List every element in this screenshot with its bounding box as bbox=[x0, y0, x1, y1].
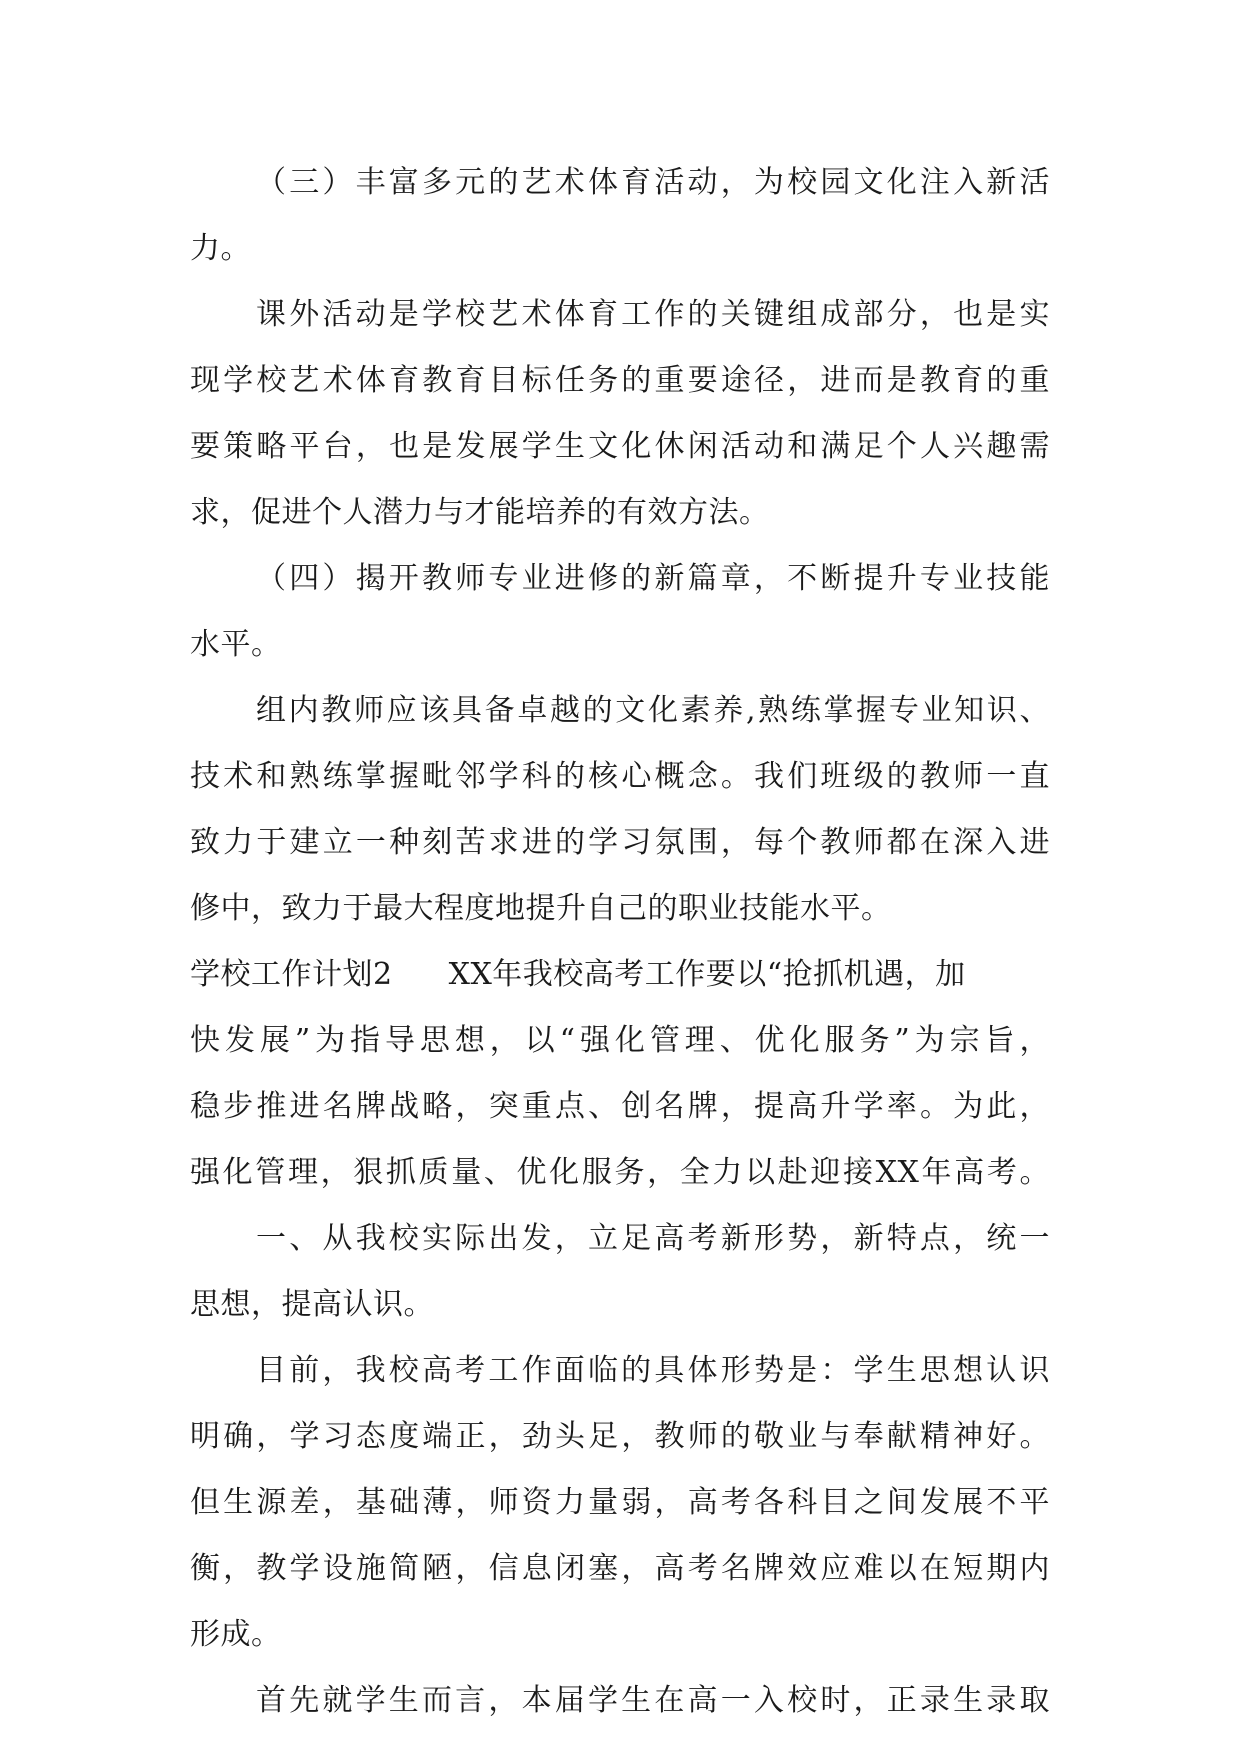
heading-section-4: （四）揭开教师专业进修的新篇章，不断提升专业技能 bbox=[256, 561, 1050, 596]
plan-title-line bbox=[190, 942, 1050, 1008]
text-line: 水平。 bbox=[190, 627, 282, 662]
text-line: 技术和熟练掌握毗邻学科的核心概念。我们班级的教师一直 bbox=[190, 759, 1050, 794]
text-line: 思想，提高认识。 bbox=[190, 1287, 434, 1322]
text-line: 要策略平台，也是发展学生文化休闲活动和满足个人兴趣需 bbox=[190, 429, 1050, 464]
heading-section-1: 一、从我校实际出发，立足高考新形势，新特点，统一 bbox=[256, 1221, 1050, 1256]
text-line: 快发展”为指导思想，以“强化管理、优化服务”为宗旨， bbox=[190, 1023, 1050, 1058]
document-page bbox=[190, 150, 1050, 1734]
text-line: 求，促进个人潜力与才能培养的有效方法。 bbox=[190, 495, 770, 530]
text-line: XX年我校高考工作要以“抢抓机遇，加 bbox=[448, 957, 966, 992]
text-line: 明确，学习态度端正，劲头足，教师的敬业与奉献精神好。 bbox=[190, 1419, 1050, 1454]
text-line: 课外活动是学校艺术体育工作的关键组成部分，也是实 bbox=[256, 297, 1050, 332]
text-line: 强化管理，狠抓质量、优化服务，全力以赴迎接XX年高考。 bbox=[190, 1155, 1050, 1190]
text-line: 稳步推进名牌战略，突重点、创名牌，提高升学率。为此， bbox=[190, 1089, 1050, 1124]
plan-title: 学校工作计划2 bbox=[190, 957, 393, 992]
text-line: 衡，教学设施简陋，信息闭塞，高考名牌效应难以在短期内 bbox=[190, 1551, 1050, 1586]
text-line: 现学校艺术体育教育目标任务的重要途径，进而是教育的重 bbox=[190, 363, 1050, 398]
text-line: 力。 bbox=[190, 231, 251, 266]
text-line: 致力于建立一种刻苦求进的学习氛围，每个教师都在深入进 bbox=[190, 825, 1050, 860]
text-line: 首先就学生而言，本届学生在高一入校时，正录生录取 bbox=[256, 1683, 1050, 1718]
text-line: 形成。 bbox=[190, 1617, 282, 1652]
text-line: 但生源差，基础薄，师资力量弱，高考各科目之间发展不平 bbox=[190, 1485, 1050, 1520]
heading-section-3: （三）丰富多元的艺术体育活动，为校园文化注入新活 bbox=[256, 165, 1050, 200]
text-line: 修中，致力于最大程度地提升自己的职业技能水平。 bbox=[190, 891, 892, 926]
text-line: 目前，我校高考工作面临的具体形势是：学生思想认识 bbox=[256, 1353, 1050, 1388]
text-line: 组内教师应该具备卓越的文化素养,熟练掌握专业知识、 bbox=[256, 693, 1050, 728]
